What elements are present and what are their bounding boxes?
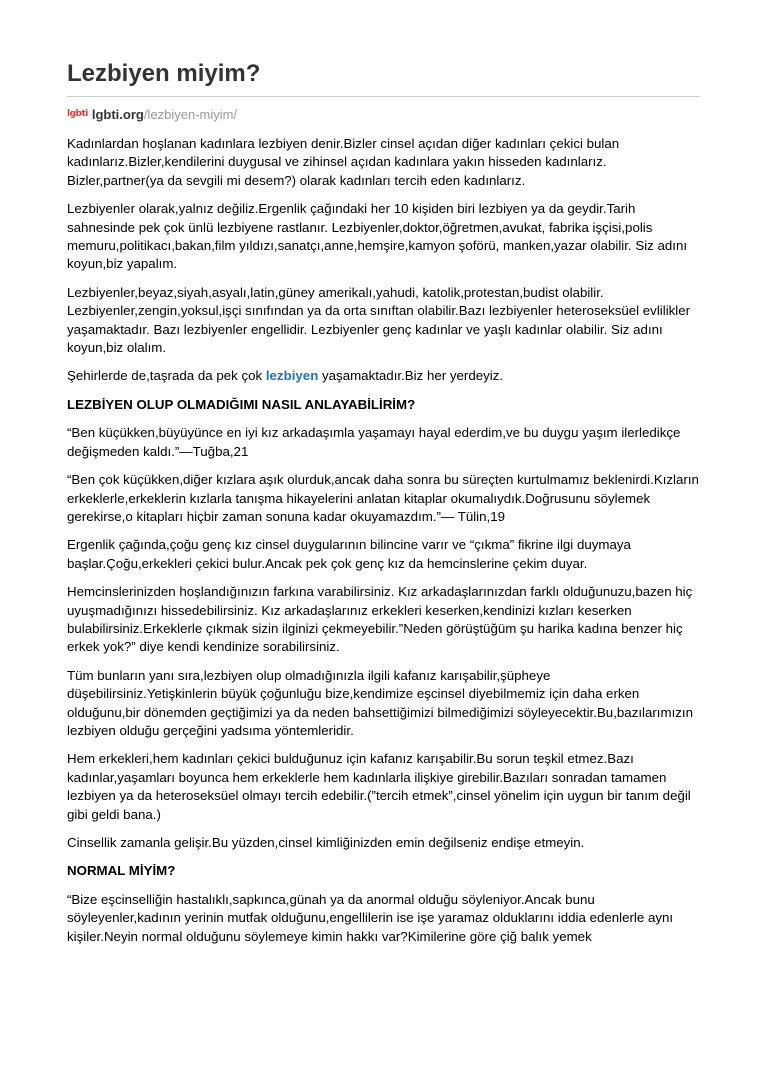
section-heading-2: NORMAL MİYİM? [67, 863, 176, 879]
source-line [67, 105, 700, 123]
paragraph-2: Lezbiyenler olarak,yalnız değiliz.Ergenlik çağındaki her 10 kişiden biri lezbiyen ya da geydir.Tarih sahnesinde pek çok ünlü lezbiyene rastlanır. Lezbiyenler,doktor,öğretmen,avukat, fabrika işçisi,polis memuru,politikacı,bakan,film yıldızı,sanatçı,anne,hemşire,kamyon şoförü, manken,yazar olabilir. Siz adını koyun,biz yapalım. [67, 201, 688, 272]
paragraph-1: Kadınlardan hoşlanan kadınlara lezbiyen denir.Bizler cinsel açıdan diğer kadınları çekici bulan kadınlarız.Bizler,kendilerini duygusal ve zihinsel açıdan kadınlara yakın hisseden kadınlarız. Bizler,partner(ya da sevgili mi desem?) olarak kadınları tercih eden kadınlarız. [67, 136, 620, 188]
paragraph-6: “Ben çok küçükken,diğer kızlara aşık olurduk,ancak daha sonra bu süreçten kurtulmamız beklenirdi.Kızların erkeklerle,erkeklerin kızlarla tanışma hikayelerini anlatan kitaplar okumalıydık.Doğrusunu söylemek gerekirse,o kitapları hiçbir zaman sonuna kadar okuyamazdım.”— Tülin,19 [67, 472, 699, 524]
paragraph-5: “Ben küçükken,büyüyünce en iyi kız arkadaşımla yaşamayı hayal ederdim,ve bu duygu yaşım ilerledikçe değişmeden kaldı.”—Tuğba,21 [67, 425, 681, 459]
paragraph-12: “Bize eşcinselliğin hastalıklı,sapkınca,günah ya da anormal olduğu söyleniyor.Ancak bunu söyleyenler,kadının yerinin mutfak olduğunu,engellilerin ise işe yaramaz olduklarını iddia edenlerle aynı kişiler.Neyin normal olduğunu söylemeye kimin hakkı var?Kimilerine göre çiğ balık yemek [67, 891, 674, 944]
section-heading-1: LEZBİYEN OLUP OLMADIĞIMI NASIL ANLAYABİLİRİM? [67, 396, 416, 412]
paragraph-11: Cinsellik zamanla gelişir.Bu yüzden,cinsel kimliğinizden emin değilseniz endişe etmeyin. [67, 835, 585, 850]
paragraph-4-before: Şehirlerde de,taşrada da pek çok [67, 368, 266, 384]
article-body [67, 135, 700, 946]
lgbti-logo-icon: lgbti [67, 109, 88, 119]
paragraph-7: Ergenlik çağında,çoğu genç kız cinsel duygularının bilincine varır ve “çıkma” fikrine ilgi duymaya başlar.Çoğu,erkekleri çekici bulur.Ancak pek çok genç kız da hemcinslerine çekim duyar. [67, 537, 631, 571]
source-path[interactable]: /lezbiyen-miyim/ [143, 106, 238, 122]
paragraph-3: Lezbiyenler,beyaz,siyah,asyalı,latin,güney amerikalı,yahudi, katolik,protestan,budist olabilir. Lezbiyenler,zengin,yoksul,işçi sınıfından ya da orta sınıftan olabilir.Bazı lezbiyenler heteroseksüel evlilikler yaşamaktadır. Bazı lezbiyenler engellidir. Lezbiyenler genç kadınlar ve yaşlı kadınlar olabilir. Siz adını koyun,biz olalım. [67, 284, 691, 356]
paragraph-10: Hem erkekleri,hem kadınları çekici bulduğunuz için kafanız karışabilir.Bu sorun teşkil etmez.Bazı kadınlar,yaşamları boyunca hem erkeklerle hem kadınlarla ilişkiye girebilir.Bazıları sonradan tamamen lezbiyen ya da heteroseksüel olmayı tercih edebilir.(”tercih etmek”,cinsel yönelim için uygun bir tanım değil gibi geldi bana.) [67, 751, 691, 822]
lezbiyen-link[interactable]: lezbiyen [265, 368, 319, 384]
paragraph-8: Hemcinslerinizden hoşlandığınızın farkına varabilirsiniz. Kız arkadaşlarınızdan farklı olduğunuzu,bazen hiç uyuşmadığınızı hissedebilirsiniz. Kız arkadaşlarınız erkekleri keserken,kendinizi kızları keserken bulabilirsiniz.Erkeklerle çıkmak sizin ilginizi çekmeyebilir.”Neden görüştüğüm şu harika kadına benzer hiç erkek yok?” diye kendi kendinize sorabilirsiniz. [67, 584, 693, 655]
paragraph-4 [67, 367, 700, 385]
paragraph-9: Tüm bunların yanı sıra,lezbiyen olup olmadığınızla ilgili kafanız karışabilir,şüpheye düşebilirsiniz.Yetişkinlerin büyük çoğunluğu bize,kendimize eşcinsel diyebilmemiz için daha erken olduğunu,bir dönemden geçtiğimizi ya da neden bahsettiğimizi bilmediğimizi söyleyecektir.Bu,bazılarımızın lezbiyen olduğu gerçeğini yadsıma yöntemleridir. [67, 667, 694, 738]
source-domain[interactable]: lgbti.org [91, 106, 144, 122]
paragraph-4-after: yaşamaktadır.Biz her yerdeyiz. [318, 368, 504, 384]
page-title: Lezbiyen miyim? [67, 58, 700, 97]
article-page [67, 58, 700, 956]
